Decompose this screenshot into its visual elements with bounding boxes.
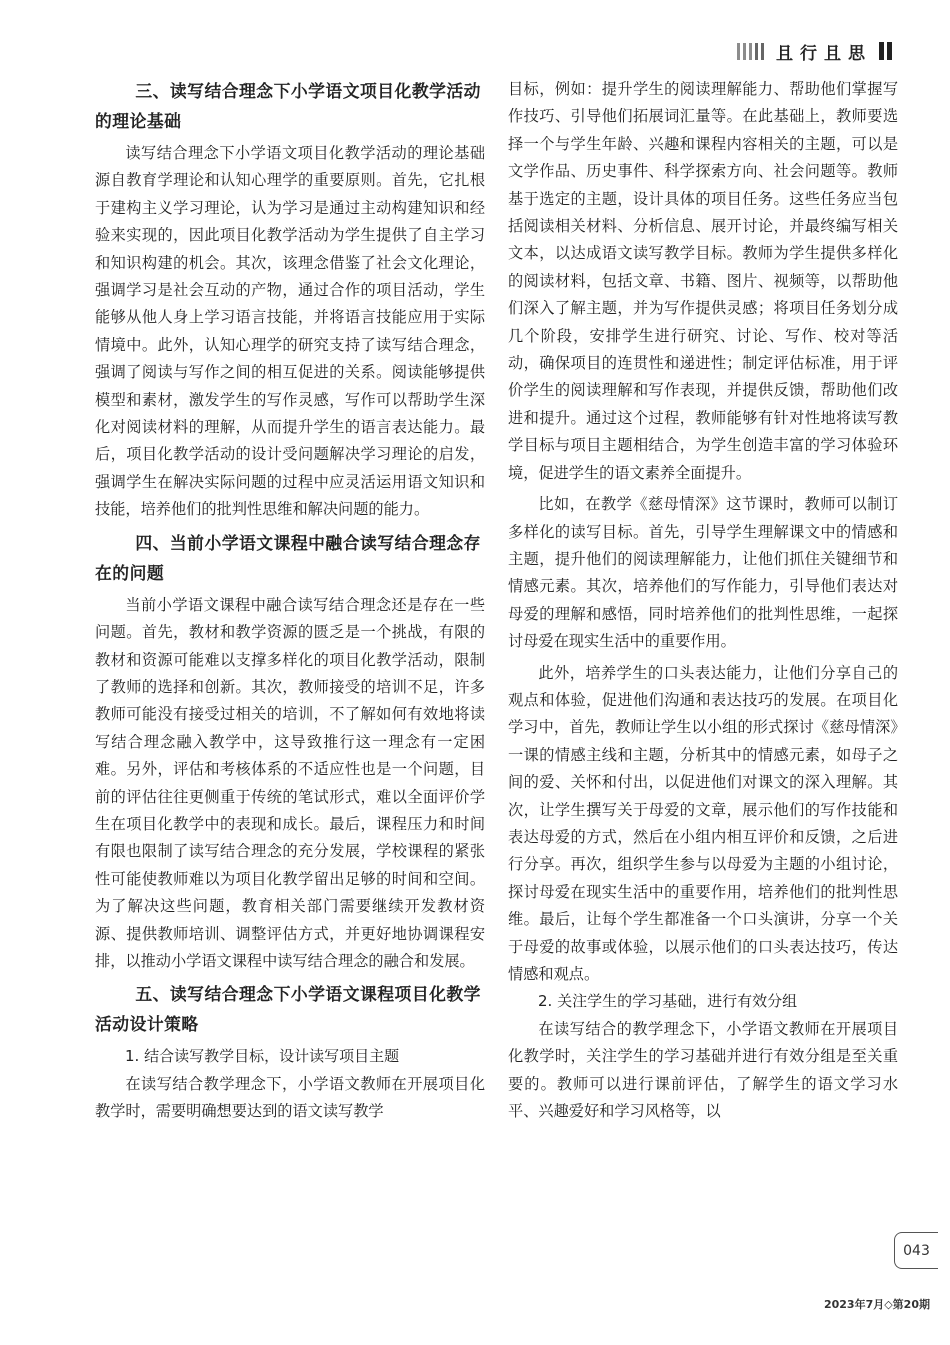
paragraph-strategy-1-start: 在读写结合教学理念下，小学语文教师在开展项目化教学时，需要明确想要达到的语文读写教学 xyxy=(95,1074,485,1121)
paragraph-problems: 当前小学语文课程中融合读写结合理念还是存在一些问题。首先，教材和教学资源的匮乏是一个挑战，有限的教材和资源可能难以支撑多样化的项目化教学活动，限制了教师的选择和创新。其次，教师接受的培训不足，许多教师可能没有接受过相关的培训，不了解如何有效地将读写结合理念融入教学中，这导致推行这一理念有一定困难。另外，评估和考核体系的不适应性也是一个问题，目前的评估往往更侧重于传统的笔试形式，难以全面评价学生在项目化教学中的表现和成长。最后，课程压力和时间有限也限制了读写结合理念的充分发展，学校课程的紧张性可能使教师难以为项目化教学留出足够的时间和空间。为了解决这些问题，教育相关部门需要继续开发教材资源、提供教师培训、调整评估方式，并更好地协调课程安排，以推动小学语文课程中读写结合理念的融合和发展。 xyxy=(95,595,485,970)
section-heading-3: 三、读写结合理念下小学语文项目化教学活动的理论基础 xyxy=(95,81,481,131)
right-column xyxy=(508,76,898,1125)
page-header xyxy=(734,38,892,64)
section-heading-4: 四、当前小学语文课程中融合读写结合理念存在的问题 xyxy=(95,532,481,583)
paragraph-oral-expression: 此外，培养学生的口头表达能力，让他们分享自己的观点和体验，促进他们沟通和表达技巧的发展。在项目化学习中，首先，教师让学生以小组的形式探讨《慈母情深》一课的情感主线和主题，分析其中的情感元素，如母子之间的爱、关怀和付出，以促进他们对课文的深入理解。其次，让学生撰写关于母爱的文章，展示他们的写作技能和表达母爱的方式，然后在小组内相互评价和反馈，之后进行分享。再次，组织学生参与以母爱为主题的小组讨论，探讨母爱在现实生活中的重要作用，培养他们的批判性思维。最后，让每个学生都准备一个口头演讲，分享一个关于母爱的故事或体验，以展示他们的口头表达技巧，传达情感和观点。 xyxy=(508,663,898,983)
header-end-bars xyxy=(876,42,892,60)
paragraph-grouping: 在读写结合的教学理念下，小学语文教师在开展项目化教学时，关注学生的学习基础并进行有效分组是至关重要的。教师可以进行课前评估，了解学生的语文学习水平、兴趣爱好和学习风格等，以 xyxy=(508,1019,898,1121)
left-column xyxy=(95,76,485,1126)
paragraph-theory: 读写结合理念下小学语文项目化教学活动的理论基础源自教育学理论和认知心理学的重要原则。首先，它扎根于建构主义学习理论，认为学习是通过主动构建知识和经验来实现的，因此项目化教学活动为学生提供了自主学习和知识构建的机会。其次，该理念借鉴了社会文化理论，强调学习是社会互动的产物，通过合作的项目活动，学生能够从他人身上学习语言技能，并将语言技能应用于实际情境中。此外，认知心理学的研究支持了读写结合理念，强调了阅读与写作之间的相互促进的关系。阅读能够提供模型和素材，激发学生的写作灵感，写作可以帮助学生深化对阅读材料的理解，从而提升学生的语言表达能力。最后，项目化教学活动的设计受问题解决学习理论的启发，强调学生在解决实际问题的过程中应灵活运用语文知识和技能，培养他们的批判性思维和解决问题的能力。 xyxy=(95,144,485,519)
paragraph-strategy-1-continued: 目标，例如：提升学生的阅读理解能力、帮助他们掌握写作技巧、引导他们拓展词汇量等。在此基础上，教师要选择一个与学生年龄、兴趣和课程内容相关的主题，可以是文学作品、历史事件、科学探索方向、社会问题等。教师基于选定的主题，设计具体的项目任务。这些任务应当包括阅读相关材料、分析信息、展开讨论，并最终编写相关文本，以达成语文读写教学目标。教师为学生提供多样化的阅读材料，包括文章、书籍、图片、视频等，以帮助他们深入了解主题，并为写作提供灵感；将项目任务划分成几个阶段，安排学生进行研究、讨论、写作、校对等活动，确保项目的连贯性和递进性；制定评估标准，用于评价学生的阅读理解和写作表现，并提供反馈，帮助他们改进和提升。通过这个过程，教师能够有针对性地将读写教学目标与项目主题相结合，为学生创造丰富的学习体验环境，促进学生的语文素养全面提升。 xyxy=(508,80,898,482)
header-section-title: 且行且思 xyxy=(776,43,872,64)
page-number: 043 xyxy=(894,1232,938,1269)
subheading-1: 1. 结合读写教学目标，设计读写项目主题 xyxy=(125,1047,400,1066)
paragraph-example: 比如，在教学《慈母情深》这节课时，教师可以制订多样化的读写目标。首先，引导学生理解课文中的情感和主题，提升他们的阅读理解能力，让他们抓住关键细节和情感元素。其次，培养他们的写作能力，引导他们表达对母爱的理解和感悟，同时培养他们的批判性思维，一起探讨母爱在现实生活中的重要作用。 xyxy=(508,495,898,651)
subheading-2: 2. 关注学生的学习基础，进行有效分组 xyxy=(538,992,798,1011)
issue-info: 2023年7月◇第20期 xyxy=(823,1298,930,1311)
section-heading-5: 五、读写结合理念下小学语文课程项目化教学活动设计策略 xyxy=(95,984,481,1035)
header-decoration-bars xyxy=(734,43,764,60)
